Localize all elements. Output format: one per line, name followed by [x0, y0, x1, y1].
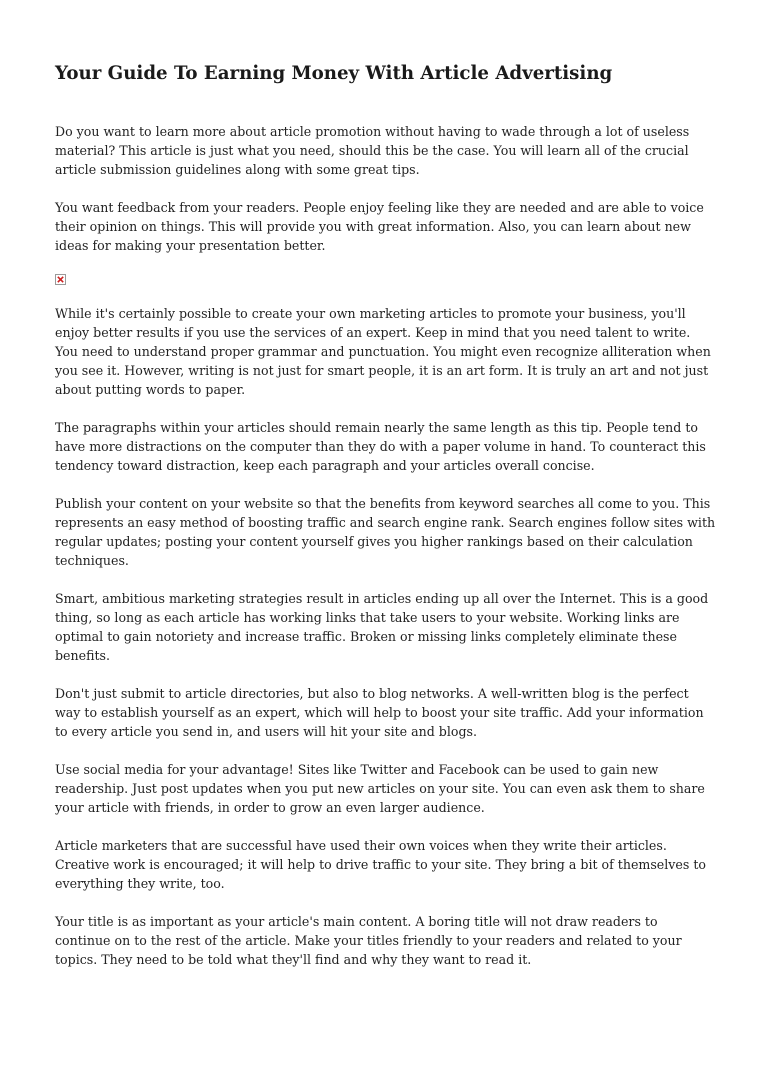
- document-body: [55, 122, 717, 988]
- paragraph-5: Publish your content on your website so that the benefits from keyword searches all come to you. This represents an easy method of boosting traffic and search engine rank. Search engines follow sites with regular updates; posting your content yourself gives you higher rankings based on their calculation techniques.: [55, 496, 716, 568]
- paragraph-9: Article marketers that are successful have used their own voices when they write their articles. Creative work is encouraged; it will help to drive traffic to your site. They bring a bit of themselves to everything they write, too.: [55, 838, 706, 891]
- paragraph-7: Don't just submit to article directories, but also to blog networks. A well-written blog is the perfect way to establish yourself as an expert, which will help to boost your site traffic. Add your information to every article you send in, and users will hit your site and blogs.: [55, 686, 704, 739]
- paragraph-4: The paragraphs within your articles should remain nearly the same length as this tip. People tend to have more distractions on the computer than they do with a paper volume in hand. To counteract this tendency toward distraction, keep each paragraph and your articles overall concise.: [55, 420, 706, 473]
- paragraph-1: Do you want to learn more about article promotion without having to wade through a lot of useless material? This article is just what you need, should this be the case. You will learn all of the crucial article submission guidelines along with some great tips.: [55, 124, 690, 177]
- paragraph-6: Smart, ambitious marketing strategies result in articles ending up all over the Internet. This is a good thing, so long as each article has working links that take users to your website. Working links are optimal to gain notoriety and increase traffic. Broken or missing links completely eliminate these benefits.: [55, 591, 709, 663]
- paragraph-8: Use social media for your advantage! Sites like Twitter and Facebook can be used to gain new readership. Just post updates when you put new articles on your site. You can even ask them to share your article with friends, in order to grow an even larger audience.: [55, 762, 705, 815]
- broken-image-x-mark: [57, 276, 64, 283]
- document-title: Your Guide To Earning Money With Article Advertising: [55, 63, 613, 84]
- paragraph-10: Your title is as important as your article's main content. A boring title will not draw readers to continue on to the rest of the article. Make your titles friendly to your readers and related to your topics. They need to be told what they'll find and why they want to read it.: [55, 914, 682, 967]
- paragraph-3: While it's certainly possible to create your own marketing articles to promote your business, you'll enjoy better results if you use the services of an expert. Keep in mind that you need talent to write. You need to understand proper grammar and punctuation. You might even recognize alliteration when you see it. However, writing is not just for smart people, it is an art form. It is truly an art and not just about putting words to paper.: [55, 306, 711, 397]
- paragraph-2: You want feedback from your readers. People enjoy feeling like they are needed and are able to voice their opinion on things. This will provide you with great information. Also, you can learn about new ideas for making your presentation better.: [55, 200, 704, 253]
- broken-image-icon: [55, 274, 66, 285]
